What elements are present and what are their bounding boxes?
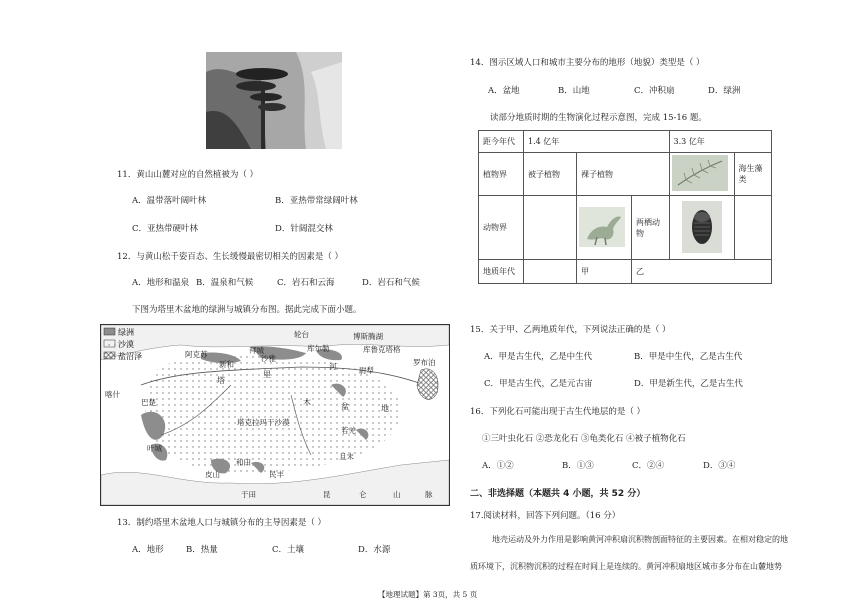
table-cell: 乙 <box>632 260 772 284</box>
dinosaur-fossil-image <box>577 196 632 260</box>
q16-option-b[interactable]: B．①③ <box>562 461 594 471</box>
legend-salt-marsh: 盐沼泽 <box>118 352 142 361</box>
map-place-label: 和田 <box>236 458 251 467</box>
map-place-label: 新和 <box>219 360 234 369</box>
huangshan-pine-photo <box>206 52 342 149</box>
map-place-label: 罗布泊 <box>413 358 436 367</box>
q14-stem: 14．图示区域人口和城市主要分布的地形（地貌）类型是（ ） <box>470 58 705 68</box>
q12-option-b[interactable]: B．温泉和气候 <box>196 278 254 288</box>
map-place-label: 仑 <box>359 490 367 499</box>
q17-paragraph-cont: 质环境下，沉积物沉积的过程在时间上是连续的。黄河冲积扇地区城市多分布在山麓地势 <box>470 562 782 571</box>
table-cell: 动物界 <box>479 196 524 260</box>
table-cell: 裸子植物 <box>577 153 670 196</box>
q14-option-c[interactable]: C．冲积扇 <box>634 86 675 96</box>
map-place-label: 山 <box>393 490 401 499</box>
q14-option-d[interactable]: D．绿洲 <box>708 86 741 96</box>
q13-stem: 13．制约塔里木盆地人口与城镇分布的主导因素是（ ） <box>117 518 327 528</box>
q17-paragraph: 地壳运动及外力作用是影响黄河冲积扇沉积物剖面特征的主要因素。在相对稳定的地 <box>492 535 788 544</box>
q13-option-b[interactable]: B．热量 <box>186 545 218 555</box>
map-place-label: 阿克苏 <box>185 350 208 359</box>
q16-option-c[interactable]: C．②④ <box>632 461 665 471</box>
q11-option-c[interactable]: C．亚热带硬叶林 <box>132 224 199 234</box>
q17-stem: 17.阅读材料，回答下列问题。（16 分） <box>470 511 621 521</box>
map-place-label: 木 <box>303 398 311 407</box>
map-place-label: 拜城 <box>249 346 264 355</box>
map-intro: 下图为塔里木盆地的绿洲与城镇分布图。据此完成下面小题。 <box>132 305 362 315</box>
table-cell <box>734 196 772 260</box>
table-cell: 1.4 亿年 <box>524 131 670 153</box>
map-place-label: 轮台 <box>294 330 309 339</box>
trilobite-fossil-image <box>669 196 734 260</box>
table-cell <box>524 260 577 284</box>
map-place-label: 沙雅 <box>261 354 276 363</box>
q12-option-c[interactable]: C．岩石和云海 <box>277 278 335 288</box>
map-place-label: 脉 <box>425 490 433 499</box>
map-place-label: 尉犁 <box>359 366 374 375</box>
q13-option-a[interactable]: A．地形 <box>132 545 164 555</box>
map-place-label: 喀什 <box>105 390 120 399</box>
map-place-label: 民丰 <box>269 470 284 479</box>
table-cell: 两栖动物 <box>632 196 670 260</box>
table-cell: 植物界 <box>479 153 524 196</box>
map-place-label: 且末 <box>339 452 354 461</box>
q12-stem: 12．与黄山松千姿百态、生长缓慢最密切相关的因素是（ ） <box>117 252 344 262</box>
legend-oasis: 绿洲 <box>118 328 134 337</box>
q15-option-d[interactable]: D．甲是新生代，乙是古生代 <box>634 379 743 389</box>
map-place-label: 叶城 <box>147 444 162 453</box>
q12-option-a[interactable]: A．地形和温泉 <box>132 278 190 288</box>
table-cell: 距今年代 <box>479 131 524 153</box>
q15-stem: 15．关于甲、乙两地质年代，下列说法正确的是（ ） <box>470 325 671 335</box>
legend-desert: 沙漠 <box>118 340 134 349</box>
map-place-label: 昆 <box>323 490 331 499</box>
map-place-label: 河 <box>329 362 337 371</box>
tarim-basin-map <box>100 324 450 506</box>
fern-fossil-image <box>669 153 734 196</box>
q15-option-c[interactable]: C．甲是古生代，乙是元古宙 <box>484 379 593 389</box>
q11-option-b[interactable]: B．亚热带常绿阔叶林 <box>275 196 358 206</box>
table-cell: 被子植物 <box>524 153 577 196</box>
map-place-label: 盆 <box>341 402 349 411</box>
table-cell <box>524 196 577 260</box>
q11-stem: 11．黄山山麓对应的自然植被为（ ） <box>117 170 259 180</box>
map-place-label: 库尔勒 <box>307 344 330 353</box>
table-intro: 读部分地质时期的生物演化过程示意图，完成 15-16 题。 <box>490 113 707 123</box>
table-cell: 地质年代 <box>479 260 524 284</box>
q16-option-d[interactable]: D．③④ <box>703 461 736 471</box>
q11-option-a[interactable]: A．温带落叶阔叶林 <box>132 196 207 206</box>
evolution-table <box>478 130 772 284</box>
section2-heading: 二、非选择题（本题共 4 小题，共 52 分） <box>470 489 646 499</box>
table-cell: 甲 <box>577 260 632 284</box>
q15-option-b[interactable]: B．甲是中生代，乙是古生代 <box>634 352 743 362</box>
q16-items: ①三叶虫化石 ②恐龙化石 ③龟类化石 ④被子植物化石 <box>482 434 686 444</box>
map-place-label: 塔 <box>217 376 225 385</box>
q13-option-d[interactable]: D．水源 <box>358 545 391 555</box>
q16-option-a[interactable]: A．①② <box>482 461 514 471</box>
q14-option-a[interactable]: A．盆地 <box>488 86 520 96</box>
page-footer: 【地理试题】第 3页，共 5 页 <box>378 590 478 599</box>
map-place-label: 库鲁克塔格 <box>363 345 401 354</box>
q15-option-a[interactable]: A．甲是古生代，乙是中生代 <box>484 352 593 362</box>
table-cell: 海生藻类 <box>734 153 772 196</box>
map-place-label: 于田 <box>241 490 256 499</box>
map-place-label: 皮山 <box>205 470 220 479</box>
q11-option-d[interactable]: D．针阔混交林 <box>275 224 333 234</box>
map-place-label: 若羌 <box>341 426 356 435</box>
q13-option-c[interactable]: C．土壤 <box>272 545 305 555</box>
map-place-label: 塔克拉玛干沙漠 <box>237 418 290 427</box>
map-place-label: 里 <box>263 370 271 379</box>
q14-option-b[interactable]: B．山地 <box>558 86 590 96</box>
map-place-label: 博斯腾湖 <box>353 332 383 341</box>
q12-option-d[interactable]: D．岩石和气候 <box>362 278 420 288</box>
table-cell: 3.3 亿年 <box>669 131 772 153</box>
map-place-label: 地 <box>381 404 389 413</box>
q16-stem: 16．下列化石可能出现于古生代地层的是（ ） <box>470 407 646 417</box>
map-place-label: 巴楚 <box>141 398 156 407</box>
